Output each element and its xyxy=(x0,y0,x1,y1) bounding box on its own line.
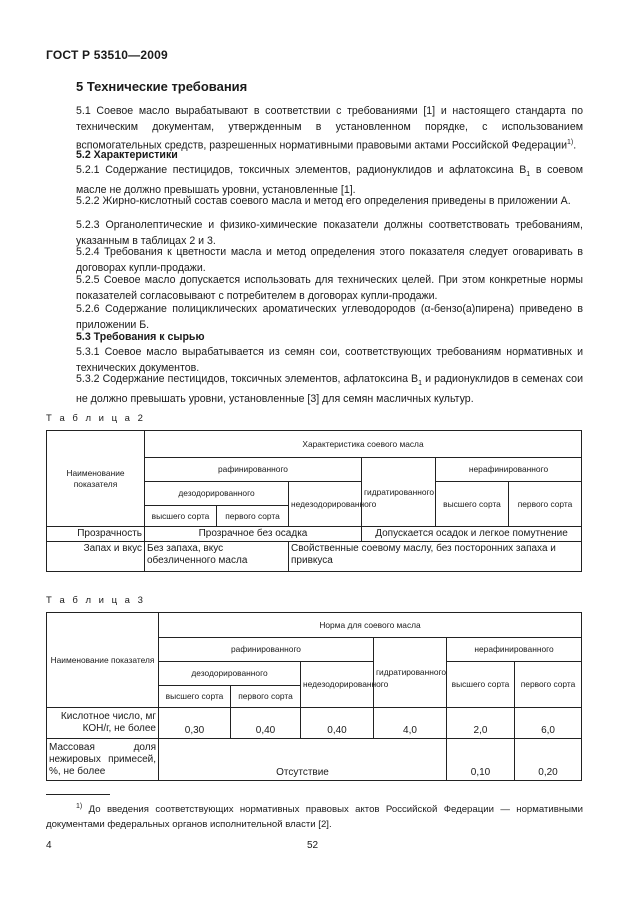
paragraph-5-2-3: 5.2.3 Органолептические и физико-химические показатели должны соответствовать требованиям, указанным в таблицах 2 и 3. xyxy=(76,219,583,247)
table-2-caption: Т а б л и ц а 2 xyxy=(46,413,146,424)
table-cell: 6,0 xyxy=(515,708,582,739)
section-title: 5 Технические требования xyxy=(76,79,248,94)
table-2-header-hydrated: гидратированного xyxy=(362,458,436,527)
paragraph-5-2-2: 5.2.2 Жирно-кислотный состав соевого масла и метод его определения приведены в приложении А. xyxy=(76,195,571,207)
table-cell: 4,0 xyxy=(374,708,447,739)
table-3-caption: Т а б л и ц а 3 xyxy=(46,595,146,606)
table-2-header-unrefined-first: первого сорта xyxy=(509,482,582,527)
footnote-text: До введения соответствующих нормативных правовых актов Российской Федерации — нормативными документами федеральных органов исполнительной власти [2]. xyxy=(46,804,583,831)
table-2-header-deodorized: дезодорированного xyxy=(145,482,289,506)
paragraph-5-1: 5.1 Соевое масло вырабатывают в соответствии с требованиями [1] и настоящего стандарта по техническим документам, утвержденным в установленном порядке, с использованием вспомогательных средств, разрешенных нормативными правовыми актами Российской Федерации$^{1)}$. xyxy=(76,105,583,152)
table-2-header-deod-first: первого сорта xyxy=(217,506,289,527)
table-3 xyxy=(46,612,582,781)
page-number-center: 52 xyxy=(307,840,319,851)
table-cell: 0,10 xyxy=(447,739,515,781)
table-cell: Без запаха, вкус обезличенного масла xyxy=(145,542,289,572)
table-3-header-deod-first: первого сорта xyxy=(231,686,301,708)
footnote-mark: 1) xyxy=(76,803,83,810)
table-row-name: Прозрачность xyxy=(47,527,145,542)
document-code: ГОСТ Р 53510—2009 xyxy=(46,48,168,62)
table-row-name: Кислотное число, мг КОН/г, не более xyxy=(47,708,159,739)
table-2-header-deod-top: высшего сорта xyxy=(145,506,217,527)
footnote-divider xyxy=(46,794,110,795)
paragraph-5-2-4: 5.2.4 Требования к цветности масла и метод определения этого показателя следует оговаривать в договорах купли-продажи. xyxy=(76,246,583,274)
table-2-header-group: Характеристика соевого масла xyxy=(145,431,582,458)
table-cell: Прозрачное без осадка xyxy=(145,527,362,542)
table-cell: Отсутствие xyxy=(159,739,447,781)
table-3-header-unrefined-top: высшего сорта xyxy=(447,662,515,708)
table-2-header-refined: рафинированного xyxy=(145,458,362,482)
paragraph-5-2-1: 5.2.1 Содержание пестицидов, токсичных элементов, радионуклидов и афлатоксина $B_1$ в соевом масле не должно превышать уровни, установленные [1]. xyxy=(76,164,583,196)
table-3-header-group: Норма для соевого масла xyxy=(159,613,582,638)
paragraph-5-3-2: 5.3.2 Содержание пестицидов, токсичных элементов, афлатоксина $B_1$ и радионуклидов в семенах сои не должно превышать уровни, установленные [3] для семян масличных культур. xyxy=(76,373,583,405)
page-number-left: 4 xyxy=(46,840,52,851)
paragraph-5-2-5: 5.2.5 Соевое масло допускается использовать для технических целей. При этом конкретные нормы показателей согласовывают с потребителем в договорах купли-продажи. xyxy=(76,274,583,302)
table-cell: 2,0 xyxy=(447,708,515,739)
table-3-header-hydrated: гидратированного xyxy=(374,638,447,708)
table-row-name: Запах и вкус xyxy=(47,542,145,572)
table-2 xyxy=(46,430,582,572)
paragraph-5-3-1: 5.3.1 Соевое масло вырабатывается из семян сои, соответствующих требованиям нормативных и технических документов. xyxy=(76,346,583,374)
table-2-header-unrefined-top: высшего сорта xyxy=(436,482,509,527)
table-row-name: Массовая доля нежировых примесей, %, не более xyxy=(47,739,159,781)
table-cell: 0,40 xyxy=(231,708,301,739)
subsection-5-2-title: 5.2 Характеристики xyxy=(76,149,178,161)
paragraph-5-2-6: 5.2.6 Содержание полициклических ароматических углеводородов (α-бензо(а)пирена) приведено в приложении Б. xyxy=(76,303,583,331)
table-3-header-name: Наименование показателя xyxy=(47,613,159,708)
table-2-header-non-deodorized: недезодорированного xyxy=(289,482,362,527)
table-cell: Допускается осадок и легкое помутнение xyxy=(362,527,582,542)
table-3-header-refined: рафинированного xyxy=(159,638,374,662)
table-cell: Свойственные соевому маслу, без посторонних запаха и привкуса xyxy=(289,542,582,572)
table-3-header-deod-top: высшего сорта xyxy=(159,686,231,708)
table-3-header-deodorized: дезодорированного xyxy=(159,662,301,686)
table-cell: 0,30 xyxy=(159,708,231,739)
table-cell: 0,20 xyxy=(515,739,582,781)
table-3-header-unrefined-first: первого сорта xyxy=(515,662,582,708)
table-3-header-non-deodorized: недезодорированного xyxy=(301,662,374,708)
table-3-header-unrefined: нерафинированного xyxy=(447,638,582,662)
subsection-5-3-title: 5.3 Требования к сырью xyxy=(76,331,205,343)
footnote xyxy=(46,799,583,832)
table-2-header-unrefined: нерафинированного xyxy=(436,458,582,482)
table-cell: 0,40 xyxy=(301,708,374,739)
table-2-header-name: Наименование показателя xyxy=(47,431,145,527)
